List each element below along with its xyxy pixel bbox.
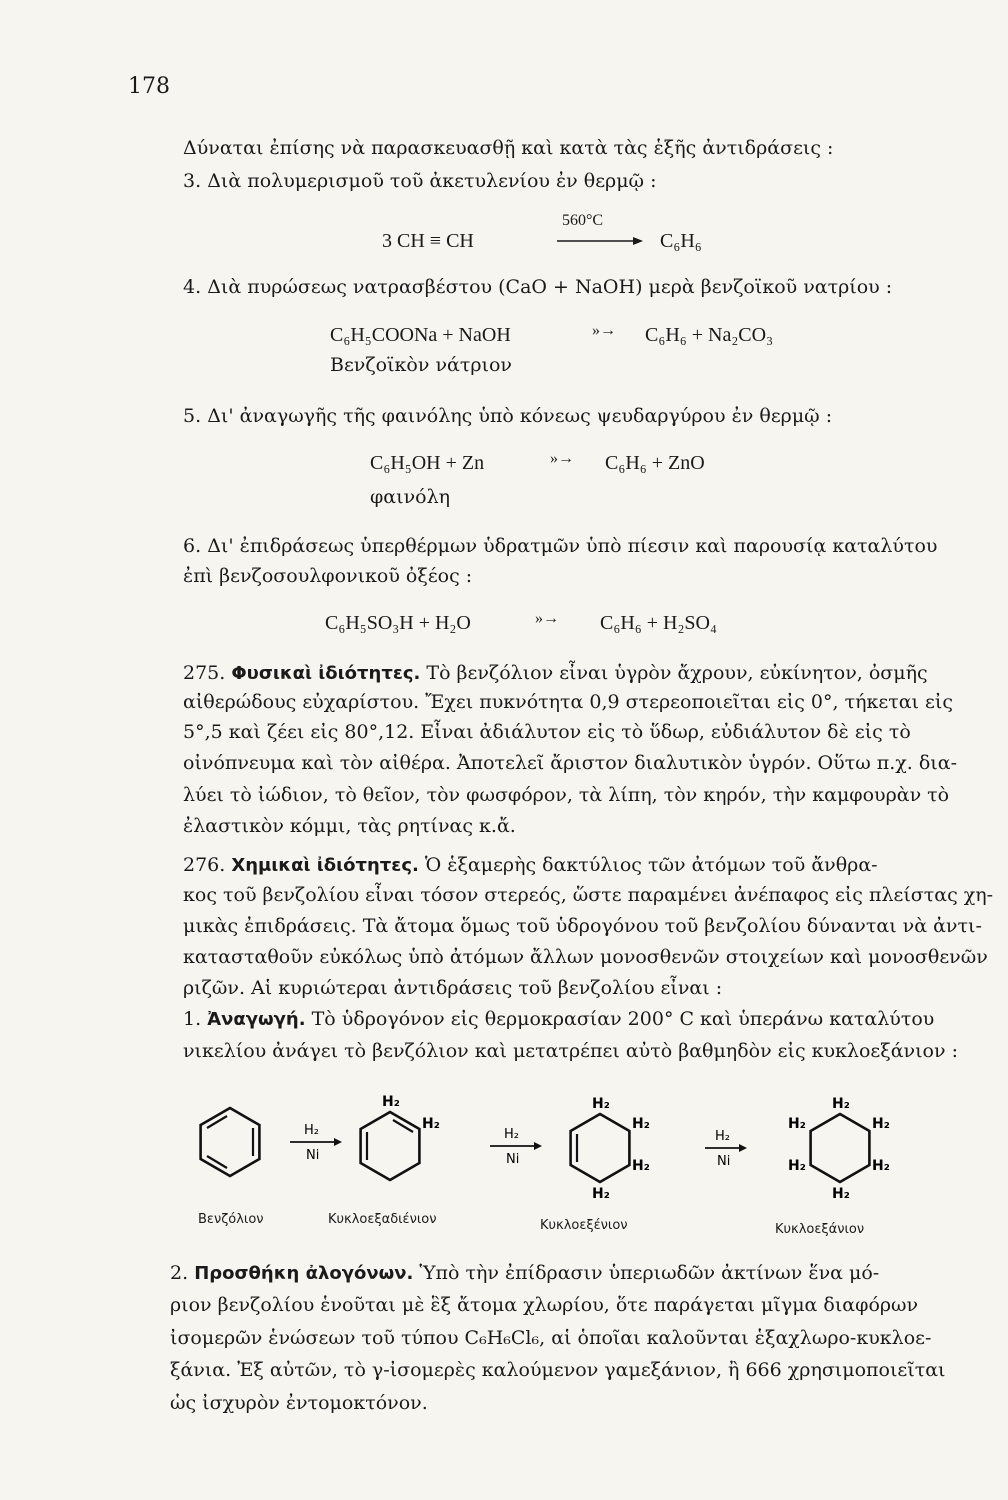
reaction-arrow: »→ (535, 610, 559, 627)
svg-text:H₂: H₂ (788, 1116, 806, 1132)
svg-text:H₂: H₂ (788, 1158, 806, 1174)
section-276-first-line (183, 852, 878, 879)
eq6-left: C₆H₅SO₃H + H₂O (325, 612, 471, 634)
section-title: Χημικαὶ ἰδιότητες. (231, 855, 419, 876)
method-number: 4. (183, 276, 202, 298)
svg-text:H₂: H₂ (422, 1116, 440, 1132)
eq3-right: C₆H₆ (660, 230, 702, 252)
section-number: 275. (183, 662, 226, 684)
reduction-first-line (183, 1006, 934, 1033)
reaction-arrow: »→ (592, 322, 616, 339)
paragraph-line: 5°,5 καὶ ζέει εἰς 80°,12. Εἶναι ἀδιάλυτον εἰς τὸ ὕδωρ, εὐδιάλυτον δὲ εἰς τὸ (183, 721, 911, 743)
paragraph-line: κος τοῦ βενζολίου εἶναι τόσον στερεός, ὥστε παραμένει ἀνέπαφος εἰς πλείστας χη- (183, 884, 994, 906)
method-number: 6. (183, 535, 202, 557)
paragraph-line: Ὑπὸ τὴν ἐπίδρασιν ὑπεριωδῶν ἀκτίνων ἕνα μό- (419, 1262, 880, 1284)
page-number: 178 (128, 74, 170, 99)
arrow-reagent: H₂ (304, 1123, 319, 1138)
benzene-structure (201, 1108, 260, 1176)
svg-text:H₂: H₂ (832, 1096, 850, 1112)
svg-text:H₂: H₂ (872, 1116, 890, 1132)
method-5 (183, 403, 832, 429)
paragraph-line: ξάνια. Ἐξ αὐτῶν, τὸ γ-ἰσομερὲς καλούμενον γαμεξάνιον, ἢ 666 χρησιμοποιεῖται (170, 1359, 946, 1381)
benzene-label: Βενζόλιον (198, 1212, 264, 1227)
section-title: Φυσικαὶ ἰδιότητες. (231, 663, 421, 684)
reaction-arrow (705, 1129, 747, 1169)
item-title: Προσθήκη ἀλογόνων. (194, 1263, 414, 1284)
svg-text:H₂: H₂ (632, 1116, 650, 1132)
reaction-arrow (490, 1127, 542, 1167)
svg-text:H₂: H₂ (832, 1186, 850, 1200)
method-text: Δι' ἀναγωγῆς τῆς φαινόλης ὑπὸ κόνεως ψευδαργύρου ἐν θερμῷ : (207, 405, 833, 427)
paragraph-line: ὡς ἰσχυρὸν ἐντομοκτόνον. (170, 1392, 428, 1414)
svg-text:H₂: H₂ (592, 1096, 610, 1112)
reaction-arrow: »→ (550, 450, 574, 467)
cyclohexadiene-label: Κυκλοεξαδιένιον (328, 1212, 437, 1227)
method-number: 3. (183, 170, 202, 192)
reaction-arrow (555, 234, 645, 248)
eq5-right: C₆H₆ + ZnO (605, 452, 705, 474)
paragraph-line: μικὰς ἐπιδράσεις. Τὰ ἄτομα ὅμως τοῦ ὑδρογόνου τοῦ βενζολίου δύνανται νὰ ἀντι- (183, 915, 982, 937)
item-number: 1. (183, 1008, 202, 1030)
paragraph-line: ἰσομερῶν ἑνώσεων τοῦ τύπου C₆H₆Cl₆, αἱ ὁποῖαι καλοῦνται ἑξαχλωρο-κυκλοε- (170, 1327, 932, 1349)
paragraph-line: κατασταθοῦν εὐκόλως ὑπὸ ἀτόμων ἄλλων μονοσθενῶν στοιχείων καὶ μονοσθενῶν (183, 946, 988, 968)
cyclohexane-label: Κυκλοεξάνιον (775, 1222, 865, 1237)
paragraph-line: ριζῶν. Αἱ κυριώτεραι ἀντιδράσεις τοῦ βενζολίου εἶναι : (183, 977, 723, 999)
reaction-arrow (290, 1123, 342, 1163)
svg-text:Ni: Ni (717, 1154, 731, 1169)
paragraph-line: Τὸ βενζόλιον εἶναι ὑγρὸν ἄχρουν, εὐκίνητον, ὀσμῆς (426, 662, 928, 684)
svg-text:H₂: H₂ (504, 1127, 519, 1142)
item-title: Ἀναγωγή. (207, 1009, 306, 1030)
svg-text:H₂: H₂ (632, 1158, 650, 1174)
method-text: Διὰ πυρώσεως νατρασβέστου (CaO + NaOH) μερὰ βενζοϊκοῦ νατρίου : (207, 276, 893, 298)
paragraph-line: λύει τὸ ἰώδιον, τὸ θεῖον, τὸν φωσφόρον, τὰ λίπη, τὸν κηρόν, τὴν καμφουρὰν τὸ (183, 784, 950, 806)
method-number: 5. (183, 405, 202, 427)
method-4 (183, 274, 892, 300)
arrow-catalyst: Ni (306, 1148, 320, 1163)
svg-text:H₂: H₂ (592, 1186, 610, 1200)
svg-text:H₂: H₂ (715, 1129, 730, 1144)
paragraph-line: νικελίου ἀνάγει τὸ βενζόλιον καὶ μετατρέπει αὐτὸ βαθμηδὸν εἰς κυκλοεξάνιον : (183, 1040, 958, 1062)
eq5-label: φαινόλη (370, 486, 450, 508)
svg-text:H₂: H₂ (872, 1158, 890, 1174)
paragraph-line: Τὸ ὑδρογόνον εἰς θερμοκρασίαν 200° C καὶ ὑπεράνω καταλύτου (311, 1008, 935, 1030)
halogen-first-line (170, 1260, 879, 1287)
cyclohexene-label: Κυκλοεξένιον (540, 1218, 628, 1233)
cyclohexadiene-structure (361, 1094, 440, 1180)
paragraph-line: οἰνόπνευμα καὶ τὸν αἰθέρα. Ἀποτελεῖ ἄριστον διαλυτικὸν ὑγρόν. Οὕτω π.χ. δια- (183, 752, 957, 774)
intro-text: Δύναται ἐπίσης νὰ παρασκευασθῇ καὶ κατὰ τὰς ἑξῆς ἀντιδράσεις : (183, 137, 834, 159)
paragraph-line: αἰθερώδους εὐχαρίστου. Ἔχει πυκνότητα 0,9 στερεοποιεῖται εἰς 0°, τήκεται εἰς (183, 691, 953, 713)
eq3-condition: 560°C (562, 212, 604, 229)
method-6 (183, 533, 937, 559)
svg-text:H₂: H₂ (382, 1094, 400, 1110)
method-text: Δι' ἐπιδράσεως ὑπερθέρμων ὑδρατμῶν ὑπὸ πίεσιν καὶ παρουσίᾳ καταλύτου (207, 535, 938, 557)
svg-text:Ni: Ni (506, 1152, 520, 1167)
paragraph-line: ἐλαστικὸν κόμμι, τὰς ρητίνας κ.ἄ. (183, 815, 516, 837)
hydrogenation-scheme (190, 1090, 930, 1200)
eq5-left: C₆H₅OH + Zn (370, 452, 485, 474)
eq3-left: 3 CH ≡ CH (382, 230, 474, 252)
eq4-left: C₆H₅COONa + NaOH (330, 324, 511, 346)
paragraph-line: Ὁ ἑξαμερὴς δακτύλιος τῶν ἀτόμων τοῦ ἄνθρα- (424, 854, 878, 876)
eq4-label: Βενζοϊκὸν νάτριον (330, 354, 512, 376)
eq4-right: C₆H₆ + Na₂CO₃ (645, 324, 774, 346)
eq6-right: C₆H₆ + H₂SO₄ (600, 612, 717, 634)
method-text: Διὰ πολυμερισμοῦ τοῦ ἀκετυλενίου ἐν θερμῷ : (207, 170, 657, 192)
paragraph-line: ριον βενζολίου ἑνοῦται μὲ ἓξ ἄτομα χλωρίου, ὅτε παράγεται μῖγμα διαφόρων (170, 1294, 919, 1316)
section-275-first-line (183, 660, 928, 687)
cyclohexane-structure (788, 1096, 890, 1200)
item-number: 2. (170, 1262, 189, 1284)
method-3 (183, 168, 657, 194)
section-number: 276. (183, 854, 226, 876)
cyclohexene-structure (571, 1096, 650, 1200)
method-6-continued: ἐπὶ βενζοσουλφονικοῦ ὀξέος : (183, 565, 473, 587)
